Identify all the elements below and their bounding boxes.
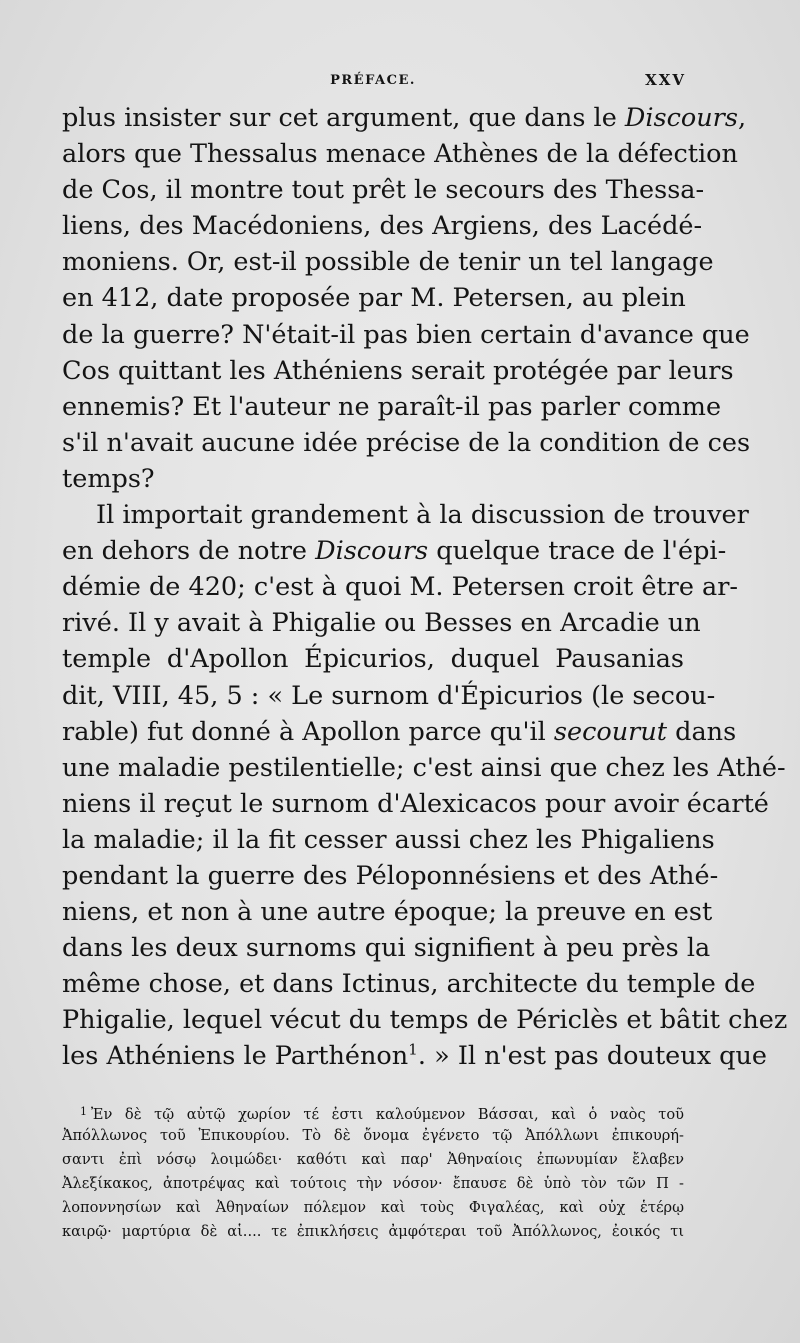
text-line: rable) fut donné à Apollon parce qu'il secourut dans: [62, 716, 737, 747]
text-line: temps?: [62, 463, 155, 494]
text-line: liens, des Macédoniens, des Argiens, des Lacédé-: [62, 211, 703, 242]
text-line: Phigalie, lequel vécut du temps de Périclès et bâtit chez: [62, 1005, 788, 1036]
footnote-line: Ἀλεξίκακος, ἀποτρέψας καὶ τούτοις τὴν νόσον· ἔπαυσε δὲ ὑπὸ τὸν τῶν Π -: [62, 1175, 684, 1193]
text-line: dit, VIII, 45, 5 : « Le surnom d'Épicurios (le secou-: [62, 680, 716, 711]
footnote-line: λοποννησίων καὶ Ἀθηναίων πόλεμον καὶ τοὺς Φιγαλέας, καὶ οὐχ ἑτέρῳ: [62, 1199, 684, 1217]
footnote-line: Ἀπόλλωνος τοῦ Ἐπικουρίου. Τὸ δὲ ὄνομα ἐγένετο τῷ Ἀπόλλωνι ἐπικουρή-: [62, 1127, 684, 1145]
footnote-line: σαντι ἐπὶ νόσῳ λοιμώδει· καθότι καὶ παρ' Ἀθηναίοις ἐπωνυμίαν ἔλαβεν: [62, 1151, 684, 1169]
footnote-marker: 1: [80, 1105, 87, 1118]
text-line: la maladie; il la fit cesser aussi chez les Phigaliens: [62, 824, 715, 855]
page-header: [60, 71, 686, 93]
text-line: niens, et non à une autre époque; la preuve en est: [62, 897, 713, 928]
text-line: rivé. Il y avait à Phigalie ou Besses en Arcadie un: [62, 608, 701, 639]
text-line: s'il n'avait aucune idée précise de la condition de ces: [62, 427, 751, 458]
text-line: Il importait grandement à la discussion de trouver: [96, 500, 749, 531]
text-line: niens il reçut le surnom d'Alexicacos pour avoir écarté: [62, 788, 769, 819]
footnote: [62, 1100, 684, 1245]
text-line: démie de 420; c'est à quoi M. Petersen croit être ar-: [62, 572, 739, 603]
text-line: plus insister sur cet argument, que dans le Discours,: [62, 103, 747, 133]
text-line: une maladie pestilentielle; c'est ainsi que chez les Athé-: [62, 752, 786, 783]
text-line: de la guerre? N'était-il pas bien certain d'avance que: [62, 319, 750, 350]
text-line: pendant la guerre des Péloponnésiens et des Athé-: [62, 860, 719, 891]
running-title: PRÉFACE.: [330, 73, 416, 88]
text-line: moniens. Or, est-il possible de tenir un tel langage: [62, 247, 714, 278]
text-line: temple d'Apollon Épicurios, duquel Pausanias: [62, 644, 684, 675]
page-number: XXV: [645, 71, 686, 89]
main-text: [62, 100, 788, 1075]
text-line: en dehors de notre Discours quelque trace de l'épi-: [62, 536, 727, 567]
text-line: même chose, et dans Ictinus, architecte du temple de: [62, 969, 756, 1000]
text-line: Cos quittant les Athéniens serait protégée par leurs: [62, 355, 734, 386]
text-line: de Cos, il montre tout prêt le secours des Thessa-: [62, 175, 705, 206]
footnote-line: [62, 1100, 684, 1124]
footnote-text: Ἐν δὲ τῷ αὐτῷ χωρίον τέ ἐστι καλούμενον Βάσσαι, καὶ ὁ ναὸς τοῦ: [91, 1106, 684, 1123]
text-line: les Athéniens le Parthénon$^1$. » Il n'est pas douteux que: [62, 1040, 768, 1072]
text-line: alors que Thessalus menace Athènes de la défection: [62, 139, 738, 170]
text-line: ennemis? Et l'auteur ne paraît-il pas parler comme: [62, 391, 722, 422]
footnote-line: καιρῷ· μαρτύρια δὲ αἱ.... τε ἐπικλήσεις ἀμφότεραι τοῦ Ἀπόλλωνος, ἐοικός τι: [62, 1223, 684, 1241]
text-line: dans les deux surnoms qui signifient à peu près la: [62, 933, 711, 964]
text-line: en 412, date proposée par M. Petersen, au plein: [62, 283, 686, 314]
